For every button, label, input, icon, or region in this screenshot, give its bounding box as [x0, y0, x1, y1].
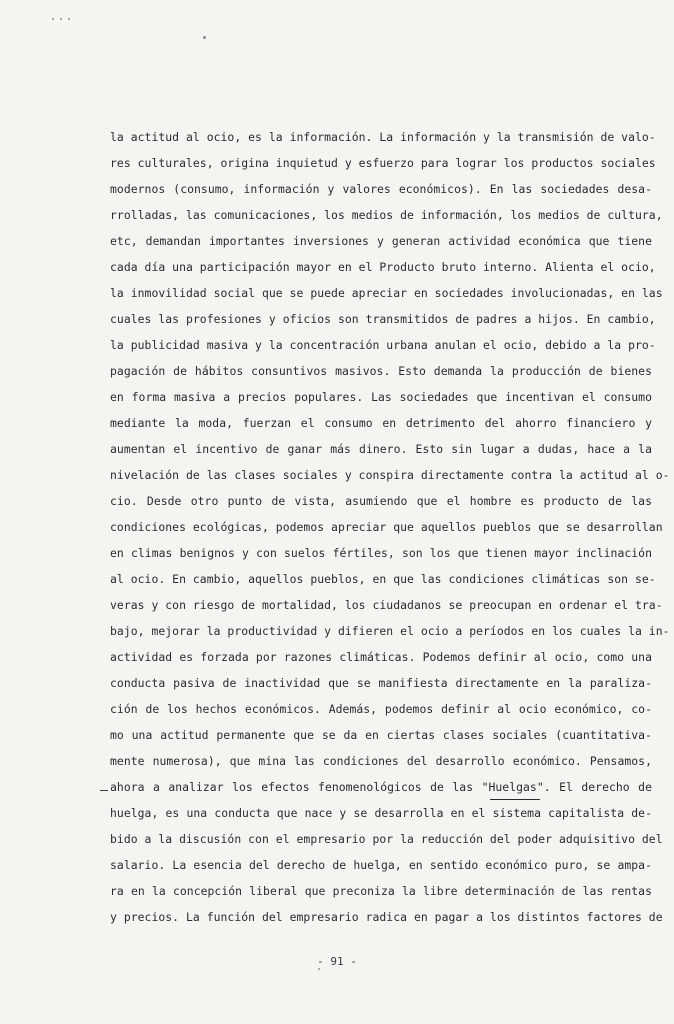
text-line: aumentan el incentivo de ganar más dinero. Esto sin lugar a dudas, hace a la	[110, 442, 652, 456]
text-line: condiciones ecológicas, podemos apreciar que aquellos pueblos que se desarrollan	[110, 520, 663, 534]
scan-speck	[60, 18, 62, 20]
text-line: huelga, es una conducta que nace y se desarrolla en el sistema capitalista de-	[110, 806, 652, 820]
text-line: pagación de hábitos consuntivos masivos. Esto demanda la producción de bienes	[110, 364, 652, 378]
text-line: etc, demandan importantes inversiones y generan actividad económica que tiene	[110, 234, 652, 248]
text-line: modernos (consumo, información y valores económicos). En las sociedades desa-	[110, 182, 652, 196]
text-line: actividad es forzada por razones climáticas. Podemos definir al ocio, como una	[110, 650, 652, 664]
text-line: rrolladas, las comunicaciones, los medios de información, los medios de cultura,	[110, 208, 663, 222]
text-line: bajo, mejorar la productividad y difieren el ocio a períodos en los cuales la in-	[110, 624, 670, 638]
text-line: y precios. La función del empresario radica en pagar a los distintos factores de	[110, 910, 663, 924]
text-line: la actitud al ocio, es la información. La información y la transmisión de valo-	[110, 130, 656, 144]
text-line: ahora a analizar los efectos fenomenológicos de las "Huelgas". El derecho de	[110, 780, 652, 794]
text-line: salario. La esencia del derecho de huelga, en sentido económico puro, se ampa-	[110, 858, 652, 872]
text-line: en forma masiva a precios populares. Las sociedades que incentivan el consumo	[110, 390, 652, 404]
margin-dash	[100, 790, 108, 791]
scan-speck	[68, 18, 70, 20]
text-line: veras y con riesgo de mortalidad, los ciudadanos se preocupan en ordenar el tra-	[110, 598, 663, 612]
scan-speck	[203, 36, 206, 39]
text-line: cio. Desde otro punto de vista, asumiendo que el hombre es producto de las	[110, 494, 652, 508]
text-line: al ocio. En cambio, aquellos pueblos, en que las condiciones climáticas son se-	[110, 572, 656, 586]
text-line: bido a la discusión con el empresario por la reducción del poder adquisitivo del	[110, 832, 663, 846]
text-line: mediante la moda, fuerzan el consumo en detrimento del ahorro financiero y	[110, 416, 652, 430]
body-text	[110, 124, 670, 930]
text-line: en climas benignos y con suelos fértiles, son los que tienen mayor inclinación	[110, 546, 652, 560]
text-line: mo una actitud permanente que se da en ciertas clases sociales (cuantitativa-	[110, 728, 652, 742]
text-line: la publicidad masiva y la concentración urbana anulan el ocio, debido a la pro-	[110, 338, 656, 352]
page-number: - 91 -	[317, 955, 357, 968]
text-line: ra en la concepción liberal que preconiza la libre determinación de las rentas	[110, 884, 652, 898]
text-line: cada día una participación mayor en el Producto bruto interno. Alienta el ocio,	[110, 260, 656, 274]
text-line: res culturales, origina inquietud y esfuerzo para lograr los productos sociales	[110, 156, 656, 170]
text-line: la inmovilidad social que se puede apreciar en sociedades involucionadas, en las	[110, 286, 663, 300]
scan-speck	[52, 18, 54, 20]
text-line: conducta pasiva de inactividad que se manifiesta directamente en la paraliza-	[110, 676, 652, 690]
text-line: ción de los hechos económicos. Además, podemos definir al ocio económico, co-	[110, 702, 652, 716]
huelgas-underline	[490, 799, 540, 800]
scan-speck	[318, 968, 320, 970]
text-line: cuales las profesiones y oficios son transmitidos de padres a hijos. En cambio,	[110, 312, 656, 326]
text-line: nivelación de las clases sociales y conspira directamente contra la actitud al o-	[110, 468, 670, 482]
text-line: mente numerosa), que mina las condiciones del desarrollo económico. Pensamos,	[110, 754, 652, 768]
